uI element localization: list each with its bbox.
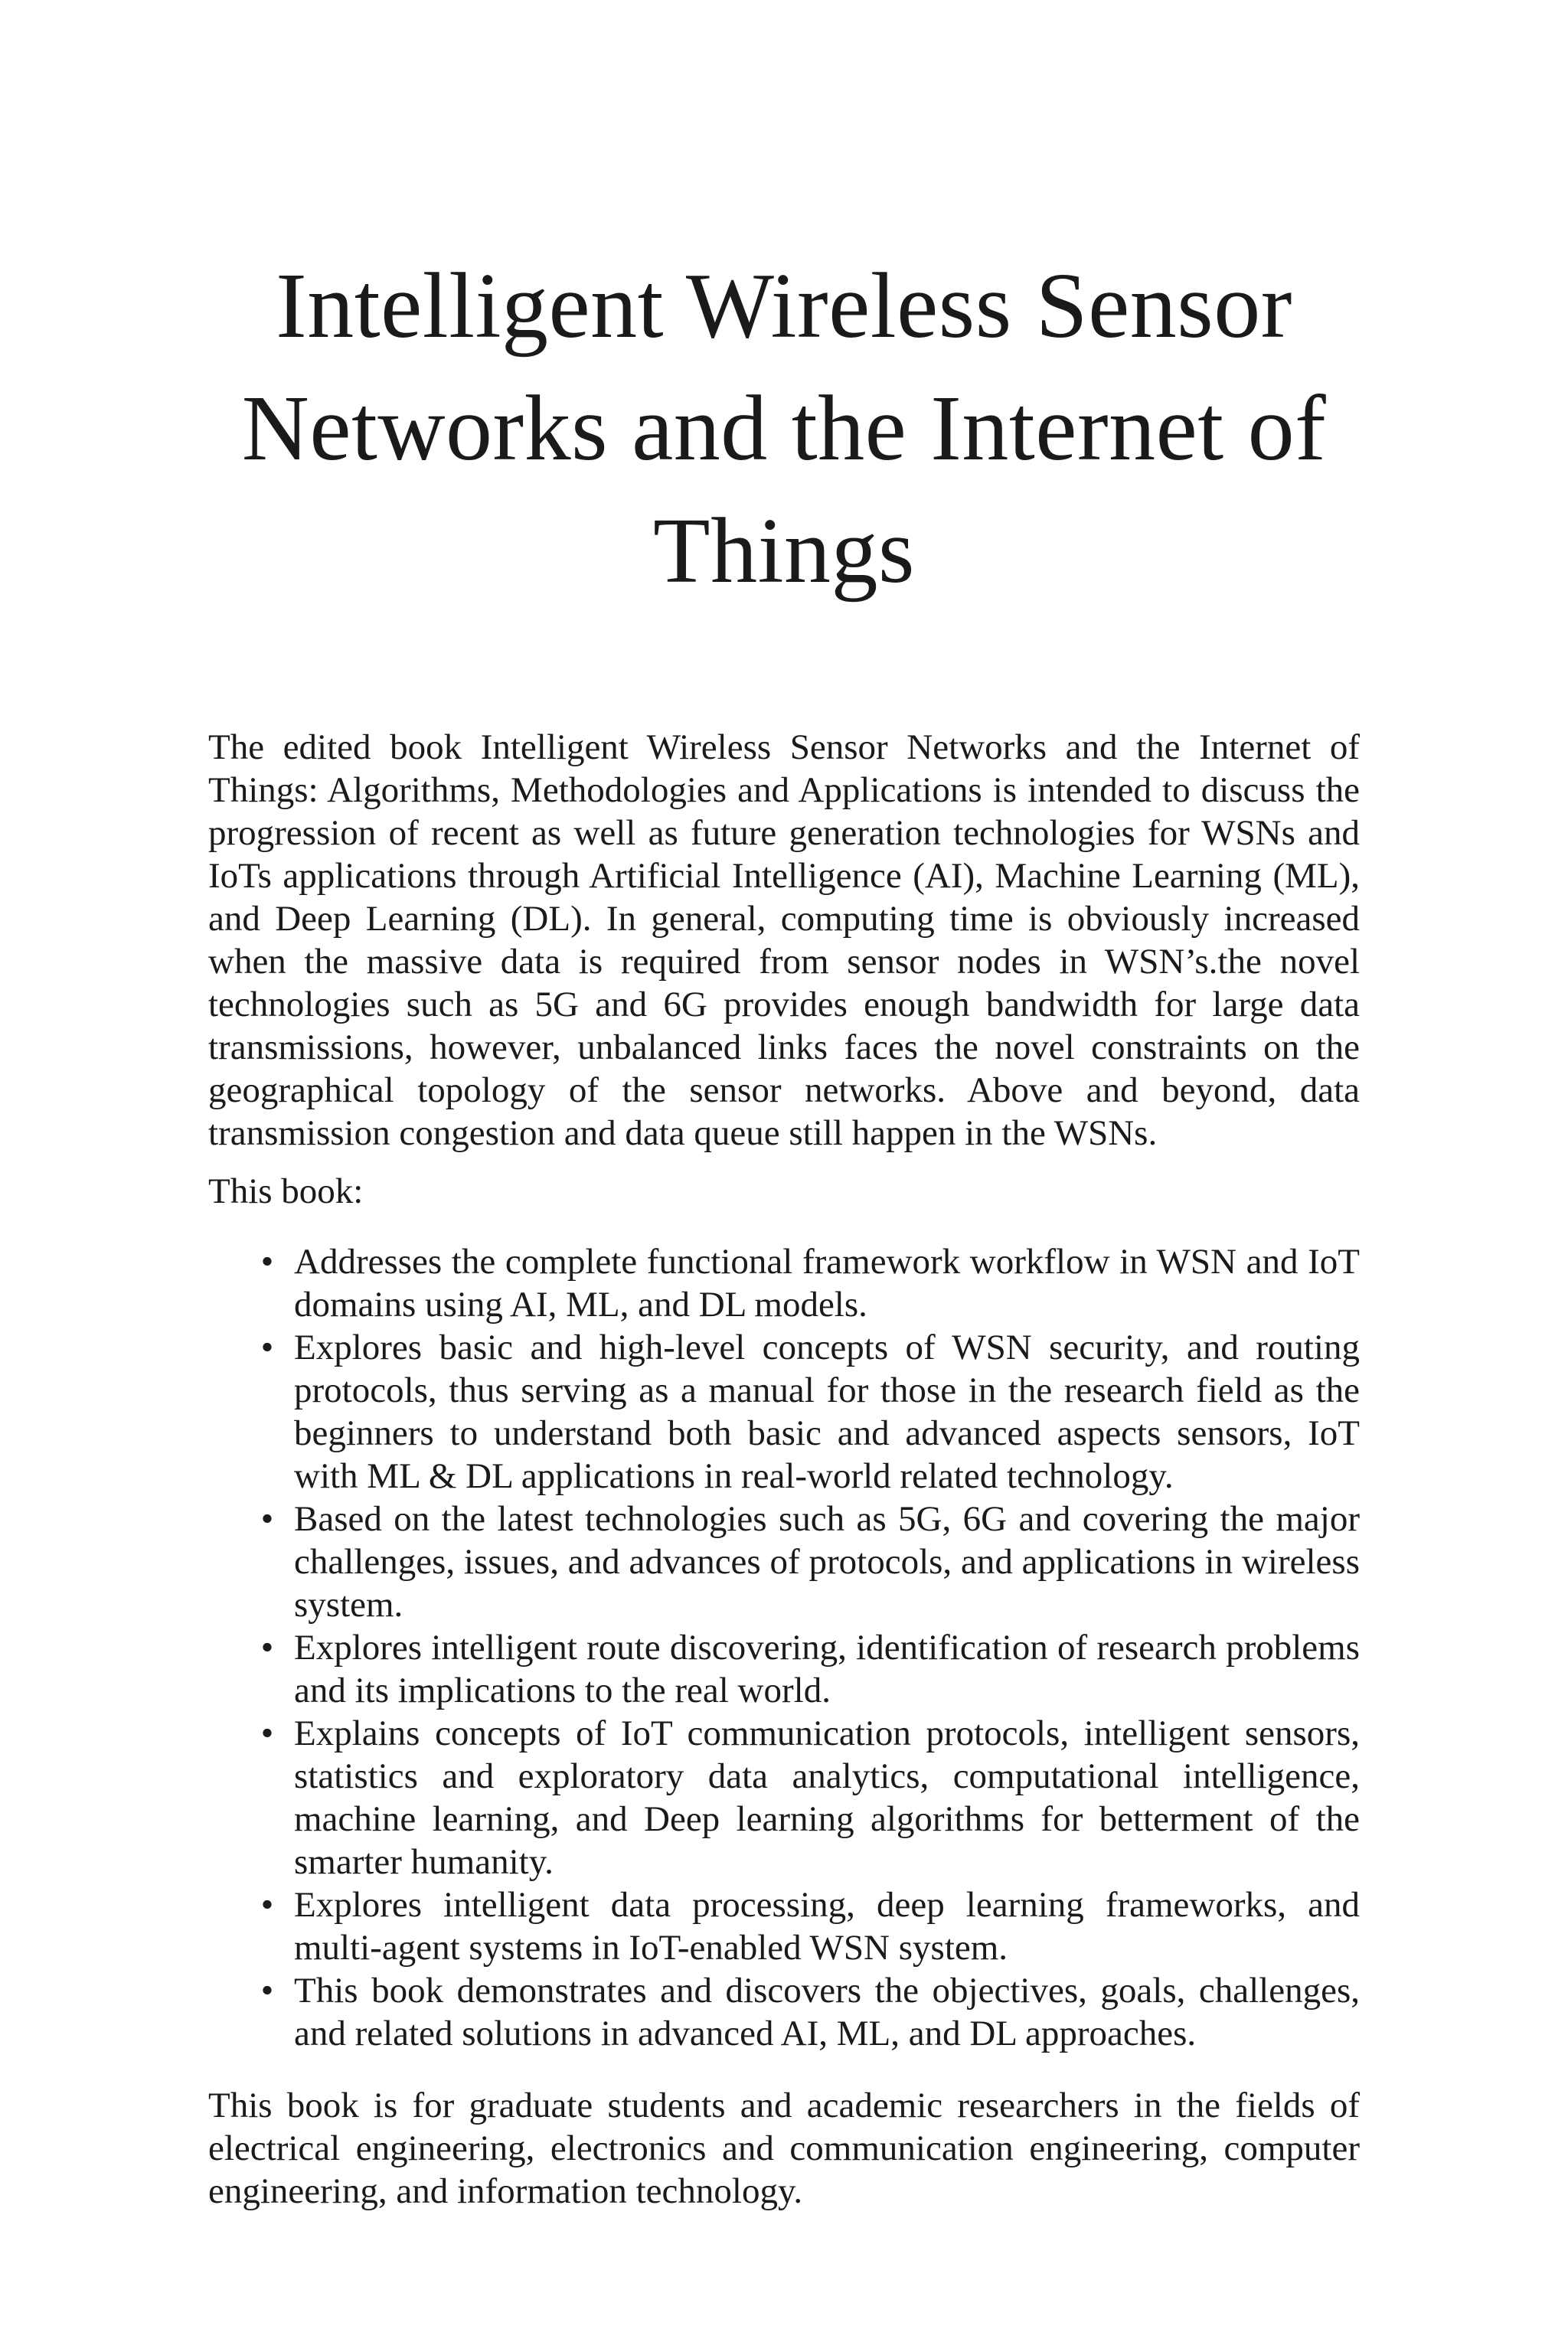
bullet-icon: • [260,1242,274,1282]
list-item [208,1326,1360,1498]
bullet-icon: • [260,1885,274,1925]
bullet-icon: • [260,1328,274,1367]
list-item [208,1712,1360,1883]
list-item-text: Explains concepts of IoT communication protocols, intelligent sensors, statistics and exploratory data analytics, computational intelligence, machine learning, and Deep learning algorithms for betterment of the smarter humanity. [294,1713,1360,1882]
list-item [208,1498,1360,1626]
list-item [208,1626,1360,1712]
list-item-text: Explores intelligent data processing, deep learning frameworks, and multi-agent systems in IoT-enabled WSN system. [294,1885,1360,1968]
list-item-text: This book demonstrates and discovers the objectives, goals, challenges, and related solutions in advanced AI, ML, and DL approaches. [294,1971,1360,2053]
list-item-text: Based on the latest technologies such as 5G, 6G and covering the major challenges, issues, and advances of protocols, and applications in wireless system. [294,1499,1360,1625]
bullet-icon: • [260,1499,274,1539]
list-item-text: Explores intelligent route discovering, identification of research problems and its implications to the real world. [294,1628,1360,1710]
intro-paragraph: The edited book Intelligent Wireless Sensor Networks and the Internet of Things: Algorithms, Methodologies and Applications is intended to discuss the progression of recent as well as future generation technologies for WSNs and IoTs applications through Artificial Intelligence (AI), Machine Learning (ML), and Deep Learning (DL). In general, computing time is obviously increased when the massive data is required from sensor nodes in WSN’s.the novel technologies such as 5G and 6G provides enough bandwidth for large data transmissions, however, unbalanced links faces the novel constraints on the geographical topology of the sensor networks. Above and beyond, data transmission congestion and data queue still happen in the WSNs. [208,727,1360,1153]
list-lead: This book: [208,1171,364,1211]
list-item-text: Addresses the complete functional framework workflow in WSN and IoT domains using AI, ML, and DL models. [294,1242,1360,1325]
bullet-icon: • [260,1713,274,1753]
book-description [208,726,1360,2213]
feature-list [208,1240,1360,2055]
closing-paragraph: This book is for graduate students and academic researchers in the fields of electrical engineering, electronics and communication engineering, computer engineering, and information technology. [208,2086,1360,2211]
bullet-icon: • [260,1971,274,2011]
list-item [208,1883,1360,1969]
book-title: Intelligent Wireless Sensor Networks and the Internet of Things [241,254,1327,603]
list-item [208,1240,1360,1326]
list-item-text: Explores basic and high-level concepts of WSN security, and routing protocols, thus serving as a manual for those in the research field as the beginners to understand both basic and advanced aspects sensors, IoT with ML & DL applications in real-world related technology. [294,1328,1360,1496]
list-item [208,1969,1360,2055]
bullet-icon: • [260,1628,274,1668]
